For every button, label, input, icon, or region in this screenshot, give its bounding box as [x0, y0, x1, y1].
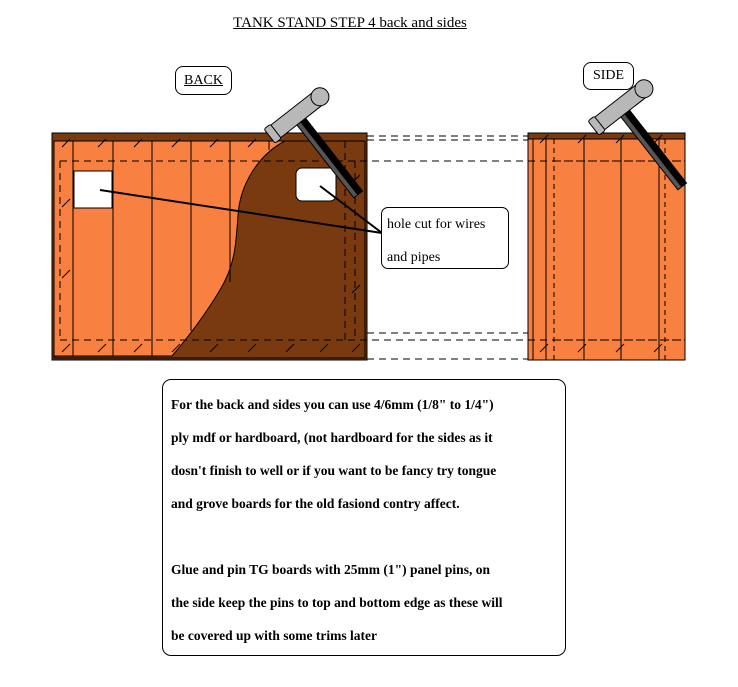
note-line: Glue and pin TG boards with 25mm (1") panel pins, on	[171, 562, 490, 577]
note-line: the side keep the pins to top and bottom edge as these will	[171, 595, 503, 610]
back-label: BACK	[175, 66, 232, 95]
note-line: and grove boards for the old fasiond contry affect.	[171, 496, 460, 511]
callout-line: and pipes	[387, 250, 441, 265]
note-line: ply mdf or hardboard, (not hardboard for the sides as it	[171, 430, 493, 445]
page-title: TANK STAND STEP 4 back and sides	[233, 15, 467, 31]
back-panel	[52, 133, 367, 360]
callout-line: hole cut for wires	[387, 217, 486, 232]
note-line: dosn't finish to well or if you want to be fancy try tongue	[171, 463, 497, 478]
side-label: SIDE	[583, 62, 634, 90]
note-line: For the back and sides you can use 4/6mm (1/8" to 1/4")	[171, 397, 494, 412]
hole-callout	[381, 207, 509, 269]
instructions-note	[162, 379, 566, 656]
note-line: be covered up with some trims later	[171, 628, 377, 643]
